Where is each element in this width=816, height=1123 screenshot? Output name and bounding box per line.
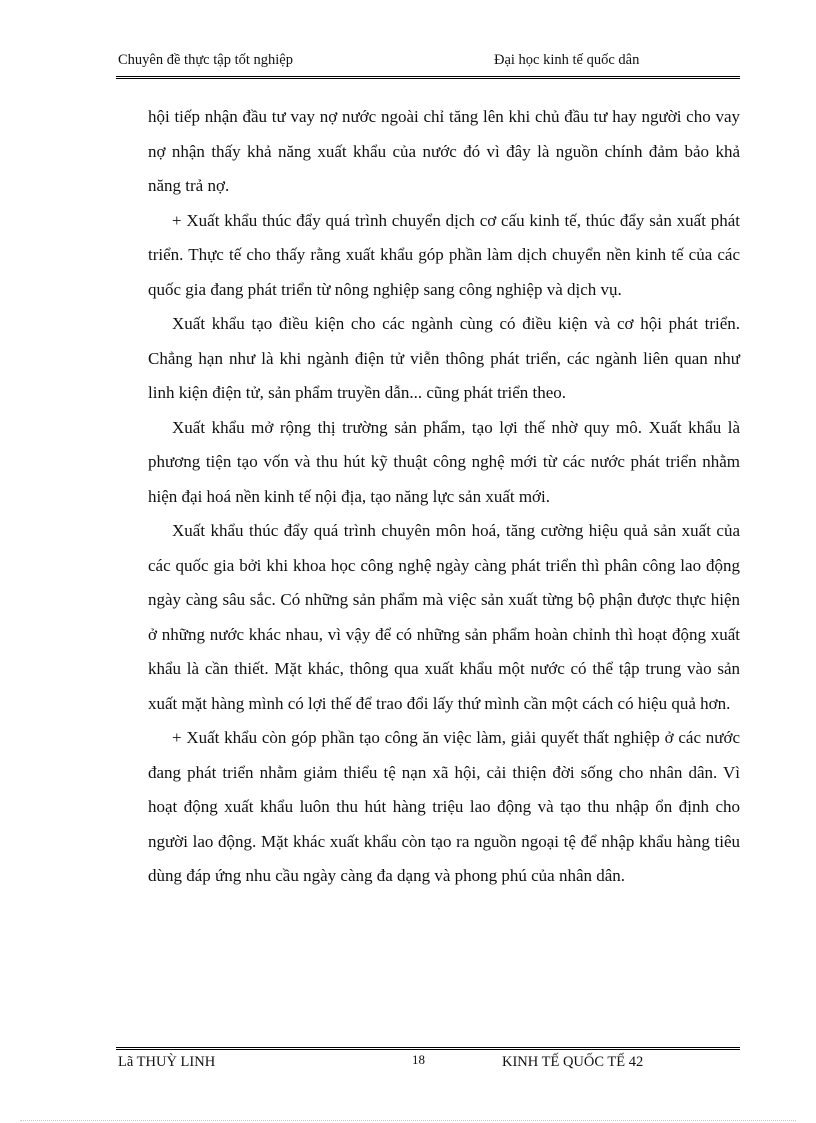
header-document-type: Chuyên đề thực tập tốt nghiệp	[118, 52, 293, 68]
header-divider	[116, 76, 740, 79]
page-footer	[116, 1054, 740, 1074]
paragraph: + Xuất khẩu thúc đẩy quá trình chuyển dịch cơ cấu kinh tế, thúc đẩy sản xuất phát triển. Thực tế cho thấy rằng xuất khẩu góp phần làm dịch chuyển nền kinh tế của các quốc gia đang phát triển từ nông nghiệp sang công nghiệp và dịch vụ.	[148, 210, 740, 299]
footer-divider	[116, 1047, 740, 1050]
paragraph: + Xuất khẩu còn góp phần tạo công ăn việc làm, giải quyết thất nghiệp ở các nước đang phát triển nhằm giảm thiểu tệ nạn xã hội, cải thiện đời sống cho nhân dân. Vì hoạt động xuất khẩu luôn thu hút hàng triệu lao động và tạo thu nhập ổn định cho người lao động. Mặt khác xuất khẩu còn tạo ra nguồn ngoại tệ để nhập khẩu hàng tiêu dùng đáp ứng nhu cầu ngày càng đa dạng và phong phú của nhân dân.	[148, 728, 740, 885]
paragraph: Xuất khẩu tạo điều kiện cho các ngành cùng có điều kiện và cơ hội phát triển. Chẳng hạn như là khi ngành điện tử viễn thông phát triển, các ngành liên quan như linh kiện điện tử, sản phẩm truyền dẫn... cũng phát triển theo.	[148, 314, 740, 402]
paragraph: Xuất khẩu thúc đẩy quá trình chuyên môn hoá, tăng cường hiệu quả sản xuất của các quốc gia bởi khi khoa học công nghệ ngày càng phát triển thì phân công lao động ngày càng sâu sắc. Có những sản phẩm mà việc sản xuất từng bộ phận được thực hiện ở những nước khác nhau, vì vậy để có những sản phẩm hoàn chỉnh thì hoạt động xuất khẩu là cần thiết. Mặt khác, thông qua xuất khẩu một nước có thể tập trung vào sản xuất mặt hàng mình có lợi thế để trao đổi lấy thứ mình cần một cách có hiệu quả hơn.	[148, 521, 740, 713]
paragraph-continued: hội tiếp nhận đầu tư vay nợ nước ngoài chỉ tăng lên khi chủ đầu tư hay người cho vay nợ nhận thấy khả năng xuất khẩu của nước đó vì đây là nguồn chính đảm bảo khả năng trả nợ.	[148, 107, 740, 195]
page-bottom-border	[20, 1120, 796, 1121]
page-header	[116, 52, 740, 74]
footer-author: Lã THUỲ LINH	[118, 1054, 216, 1070]
paragraph: Xuất khẩu mở rộng thị trường sản phẩm, tạo lợi thế nhờ quy mô. Xuất khẩu là phương tiện tạo vốn và thu hút kỹ thuật công nghệ mới từ các nước phát triển nhằm hiện đại hoá nền kinh tế nội địa, tạo năng lực sản xuất mới.	[148, 417, 740, 506]
document-body	[148, 100, 740, 894]
page-number: 18	[412, 1052, 425, 1067]
footer-class: KINH TẾ QUỐC TẾ 42	[502, 1054, 644, 1070]
header-university: Đại học kinh tế quốc dân	[494, 52, 640, 68]
